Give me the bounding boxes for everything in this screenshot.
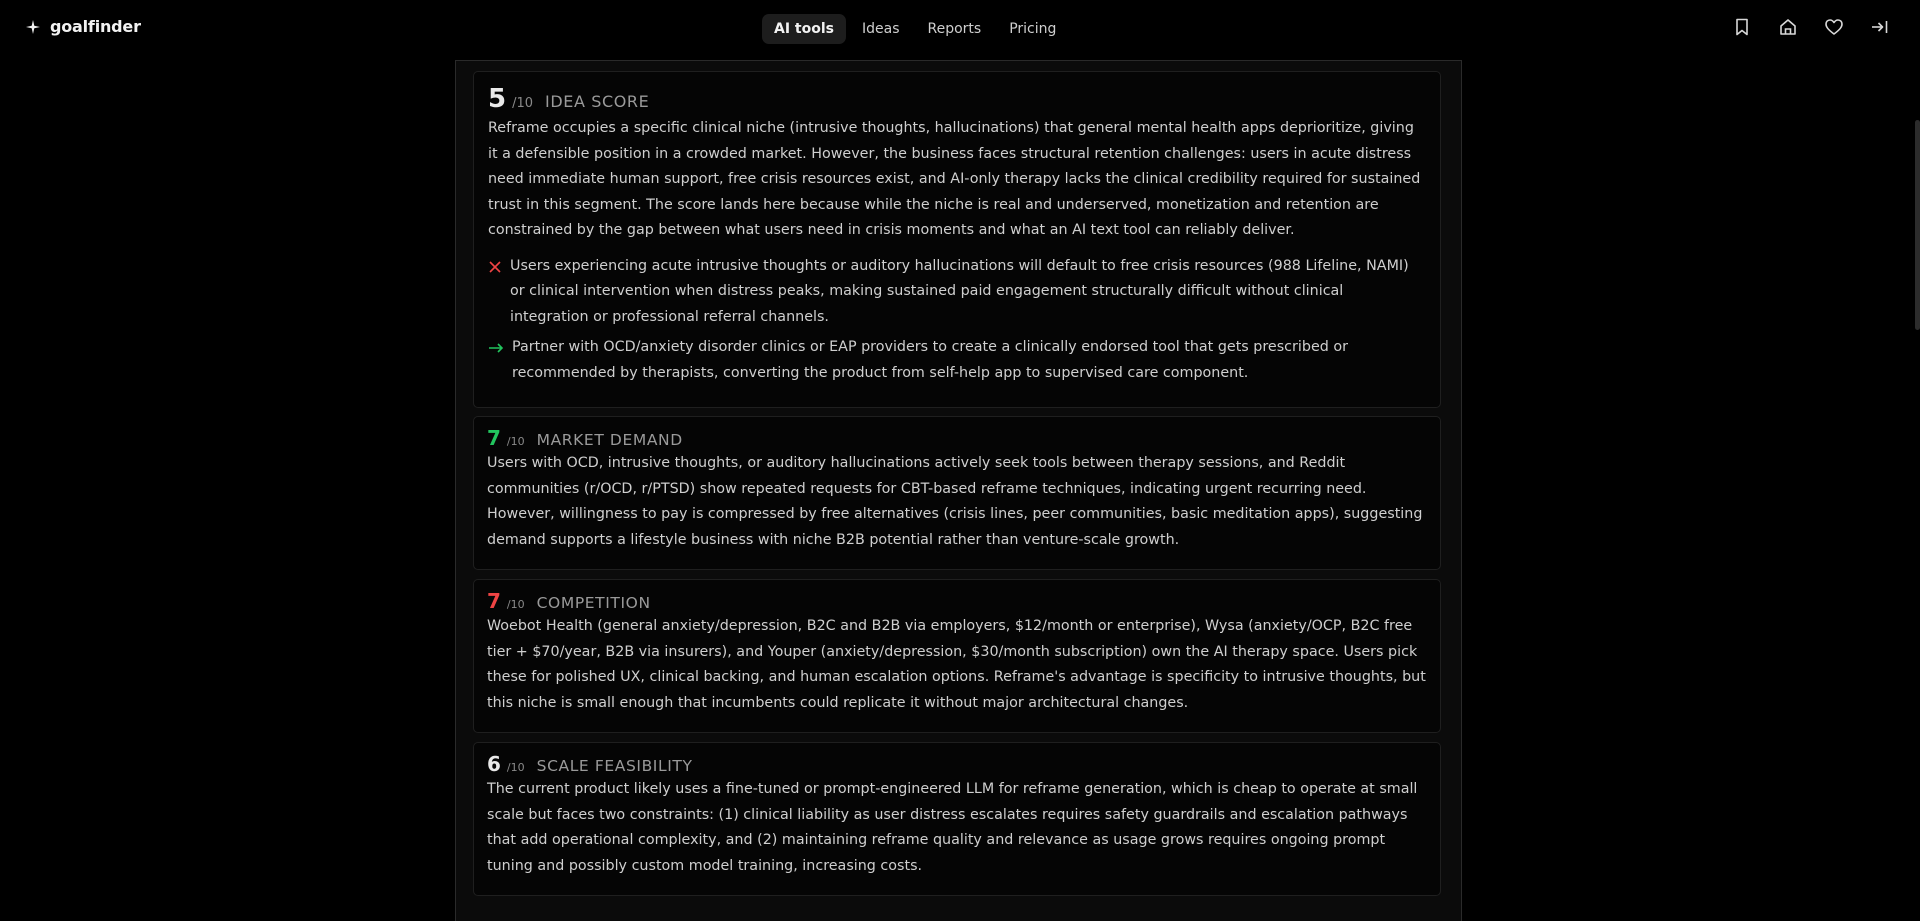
opportunity-text: Partner with OCD/anxiety disorder clinics or EAP providers to create a clinically endorsed tool that gets prescribed or recommended by therapists, converting the product from self-help app to supervised care component.: [512, 339, 1349, 381]
competition-label: COMPETITION: [536, 594, 651, 612]
arrow-right-icon: [488, 335, 504, 386]
brand-name: goalfinder: [50, 17, 141, 36]
market-demand-label: MARKET DEMAND: [536, 431, 683, 449]
nav-reports[interactable]: Reports: [927, 21, 982, 37]
market-demand-denominator: /10: [506, 435, 525, 448]
competition-score: 7: [487, 589, 501, 613]
market-demand-header: [487, 426, 1427, 450]
bookmark-button[interactable]: [1732, 16, 1752, 38]
home-icon: [1779, 18, 1797, 36]
sparkle-icon: [26, 20, 40, 34]
x-icon: [488, 254, 502, 331]
nav-ideas[interactable]: Ideas: [861, 21, 900, 37]
nav-ai-tools[interactable]: AI tools: [762, 14, 846, 44]
risk-text: Users experiencing acute intrusive thoughts or auditory hallucinations will default to free crisis resources (988 Lifeline, NAMI) or clinical intervention when distress peaks, making sustained paid engagement structurally difficult without clinical integration or professional referral channels.: [510, 257, 1409, 325]
competition-card: [473, 579, 1441, 733]
report-panel: [455, 60, 1462, 921]
header-actions: [1732, 16, 1890, 38]
scale-feasibility-card: [473, 742, 1441, 896]
home-button[interactable]: [1778, 16, 1798, 38]
nav-pricing[interactable]: Pricing: [1009, 21, 1057, 37]
sign-in-button[interactable]: [1870, 16, 1890, 38]
bookmark-icon: [1734, 18, 1750, 36]
competition-header: [487, 589, 1427, 613]
favorites-button[interactable]: [1824, 16, 1844, 38]
scale-feasibility-header: [487, 752, 1427, 776]
brand-logo[interactable]: [26, 17, 141, 36]
risk-item: [488, 254, 1426, 331]
sign-in-icon: [1871, 19, 1889, 35]
competition-text: Woebot Health (general anxiety/depression, B2C and B2B via employers, $12/month or enterprise), Wysa (anxiety/OCP, B2C free tier + $70/year, B2B via insurers), and Youper (anxiety/depression, $30/month subscription) own the AI therapy space. Users pick these for polished UX, clinical backing, and human escalation options. Reframe's advantage is specificity to intrusive thoughts, but this niche is small enough that incumbents could replicate it without major architectural changes.: [487, 618, 1426, 711]
idea-score-summary: Reframe occupies a specific clinical niche (intrusive thoughts, hallucinations) that general mental health apps deprioritize, giving it a defensible position in a crowded market. However, the business faces structural retention challenges: users in acute distress need immediate human support, free crisis resources exist, and AI-only therapy lacks the clinical credibility required for sustained trust in this segment. The score lands here because while the niche is real and underserved, monetization and retention are constrained by the gap between what users need in crisis moments and what an AI text tool can reliably deliver.: [488, 120, 1421, 238]
scale-feasibility-text: The current product likely uses a fine-tuned or prompt-engineered LLM for reframe generation, which is cheap to operate at small scale but faces two constraints: (1) clinical liability as user distress escalates requires safety guardrails and escalation pathways that add operational complexity, and (2) maintaining reframe quality and relevance as usage grows requires ongoing prompt tuning and possibly custom model training, increasing costs.: [487, 781, 1418, 874]
idea-score-header: [488, 84, 1426, 114]
scale-feasibility-denominator: /10: [506, 761, 525, 774]
top-navigation-bar: [0, 0, 1920, 56]
market-demand-score: 7: [487, 426, 501, 450]
scale-feasibility-score: 6: [487, 752, 501, 776]
scale-feasibility-label: SCALE FEASIBILITY: [536, 757, 693, 775]
market-demand-card: [473, 416, 1441, 570]
idea-score-label: IDEA SCORE: [545, 92, 650, 111]
idea-score-value: 5: [488, 84, 507, 114]
main-nav: [762, 14, 1068, 44]
idea-score-denominator: /10: [512, 96, 534, 111]
idea-score-card: [473, 71, 1441, 408]
market-demand-text: Users with OCD, intrusive thoughts, or auditory hallucinations actively seek tools between therapy sessions, and Reddit communities (r/OCD, r/PTSD) show repeated requests for CBT-based reframe techniques, indicating urgent recurring need. However, willingness to pay is compressed by free alternatives (crisis lines, peer communities, basic meditation apps), suggesting demand supports a lifestyle business with niche B2B potential rather than venture-scale growth.: [487, 455, 1423, 548]
competition-denominator: /10: [506, 598, 525, 611]
page-scrollbar[interactable]: [1915, 120, 1920, 330]
heart-icon: [1825, 19, 1843, 35]
opportunity-item: [488, 335, 1426, 386]
